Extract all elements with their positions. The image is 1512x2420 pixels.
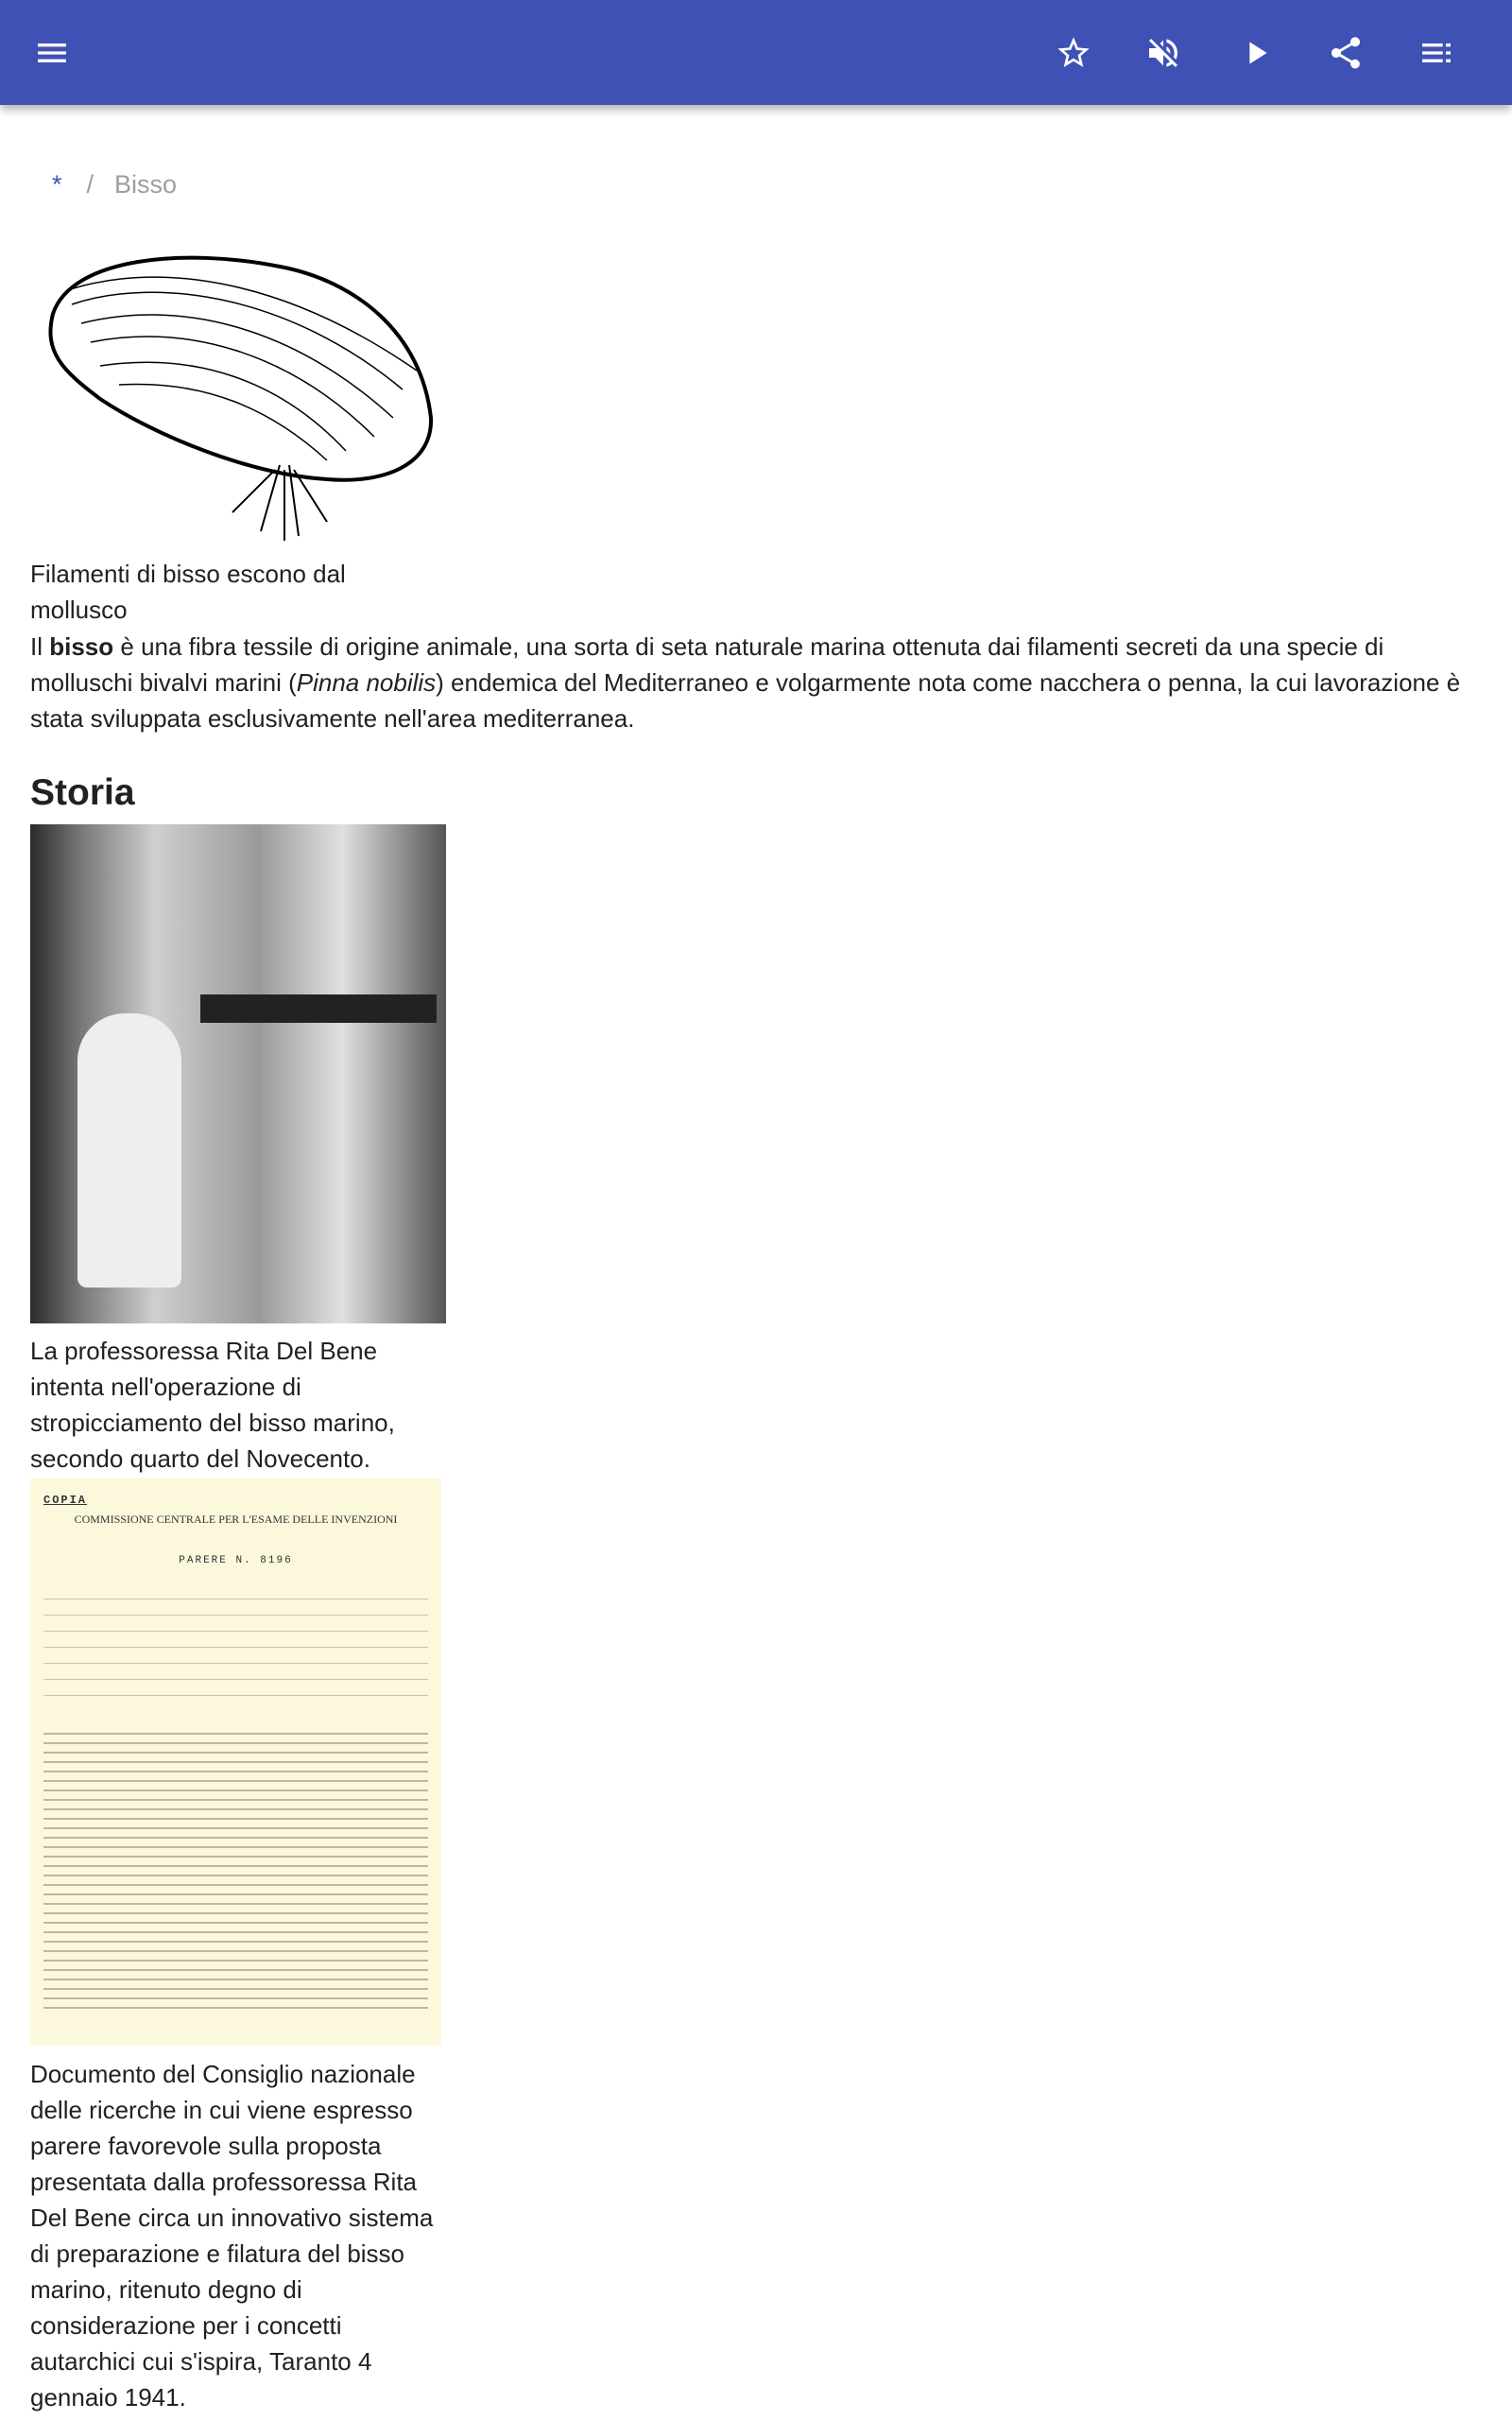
play-icon[interactable] [1237, 34, 1275, 72]
term-bisso: bisso [49, 632, 114, 661]
section-heading-storia: Storia [30, 772, 135, 813]
breadcrumb-separator: / [86, 170, 94, 199]
document-parere: PARERE N. 8196 [179, 1555, 293, 1566]
intro-text: Il [30, 632, 50, 661]
mussel-caption: Filamenti di bisso escono dal mollusco [30, 560, 346, 624]
document-title: COMMISSIONE CENTRALE PER L'ESAME DELLE INVENZIONI [74, 1512, 398, 1526]
intro-text: è una fibra tessile di origine animale, una sorta di seta naturale marina ottenuta dai filamenti secreti da una specie di molluschi bivalvi marini ( [30, 632, 1384, 697]
star-icon[interactable] [1055, 34, 1092, 72]
share-icon[interactable] [1327, 34, 1365, 72]
app-bar [0, 0, 1512, 105]
menu-icon[interactable] [33, 34, 71, 72]
document-copia: COPIA [43, 1494, 88, 1507]
intro-paragraph [30, 629, 1486, 736]
document-caption: Documento del Consiglio nazionale delle ricerche in cui viene espresso parere favorevole sulla proposta presentata dalla professoressa Rita Del Bene circa un innovativo sistema di preparazione e filatura del bisso marino, ritenuto degno di considerazione per i concetti autarchici cui s'ispira, Taranto 4 gennaio 1941. [30, 2060, 434, 2411]
breadcrumb-home-link[interactable]: * [52, 170, 62, 199]
photo-table [200, 994, 437, 1023]
mussel-illustration [43, 248, 435, 541]
species-name: Pinna nobilis [296, 668, 437, 697]
breadcrumb [52, 170, 177, 199]
playlist-icon[interactable] [1418, 34, 1455, 72]
document-fields [43, 1583, 428, 1697]
volume-off-icon[interactable] [1144, 34, 1182, 72]
cnr-document-image [30, 1478, 441, 2046]
photo-caption: La professoressa Rita Del Bene intenta nell'operazione di stropicciamento del bisso marino, secondo quarto del Novecento. [30, 1337, 395, 1473]
intro-text: ) endemica del Mediterraneo e volgarmente nota come nacchera o penna, la cui lavorazione è stata sviluppata esclusivamente nell'area mediterranea. [30, 668, 1461, 733]
rita-del-bene-photo [30, 824, 446, 1323]
document-body [43, 1725, 428, 2009]
breadcrumb-current: Bisso [114, 170, 178, 199]
photo-figure [77, 1013, 181, 1288]
